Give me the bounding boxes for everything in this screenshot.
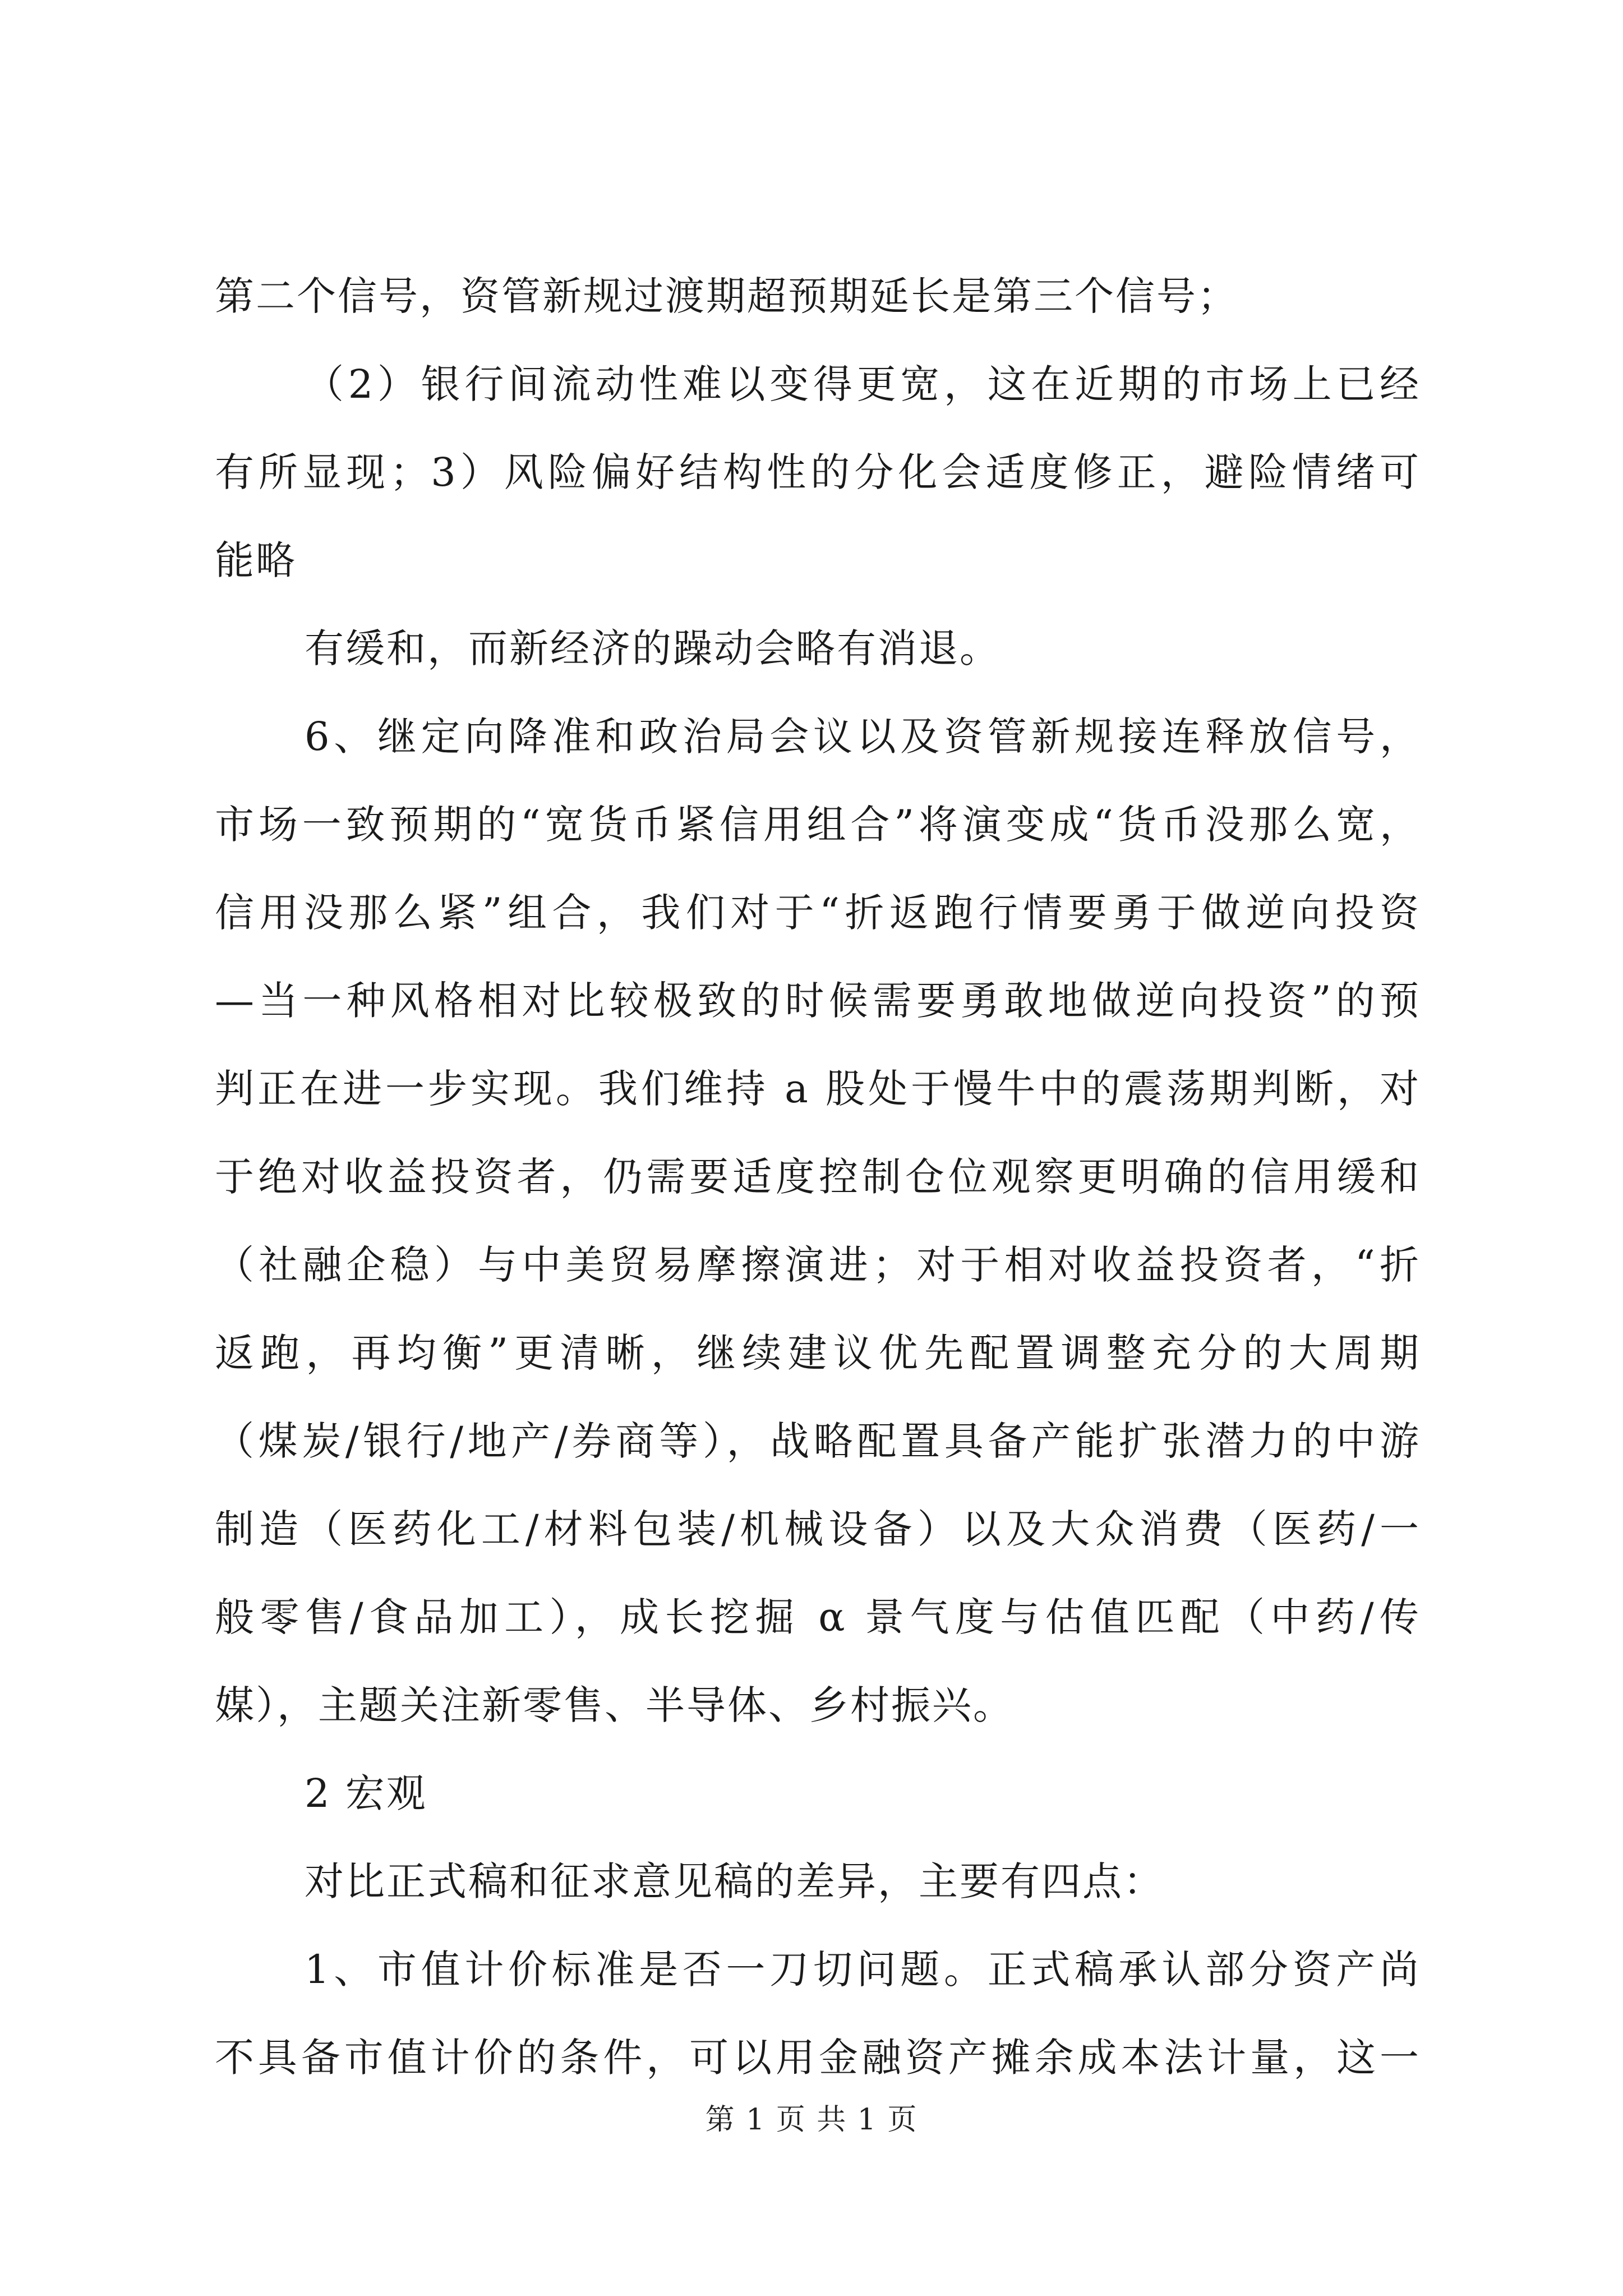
text-line: 返跑，再均衡”更清晰，继续建议优先配置调整充分的大周期	[215, 1330, 1421, 1376]
text-line: 制造（医药化工/材料包装/机械设备）以及大众消费（医药/一	[215, 1506, 1421, 1552]
text-line: （2）银行间流动性难以变得更宽，这在近期的市场上已经	[305, 361, 1421, 407]
text-line: 有缓和，而新经济的躁动会略有消退。	[305, 625, 1000, 671]
text-line: 于绝对收益投资者，仍需要适度控制仓位观察更明确的信用缓和	[215, 1154, 1421, 1200]
text-line: 般零售/食品加工），成长挖掘 α 景气度与估值匹配（中药/传	[215, 1594, 1421, 1640]
text-line: 媒），主题关注新零售、半导体、乡村振兴。	[215, 1682, 1014, 1728]
text-line: （煤炭/银行/地产/券商等），战略配置具备产能扩张潜力的中游	[215, 1418, 1421, 1464]
text-line: 判正在进一步实现。我们维持 a 股处于慢牛中的震荡期判断，对	[215, 1066, 1421, 1112]
text-line: 1、市值计价标准是否一刀切问题。正式稿承认部分资产尚	[305, 1947, 1421, 1993]
text-line: 市场一致预期的“宽货币紧信用组合”将演变成“货币没那么宽，	[215, 802, 1421, 848]
text-line: 第二个信号，资管新规过渡期超预期延长是第三个信号；	[215, 273, 1238, 319]
text-line: —当一种风格相对比较极致的时候需要勇敢地做逆向投资”的预	[215, 978, 1421, 1024]
text-line: （社融企稳）与中美贸易摩擦演进；对于相对收益投资者，“折	[215, 1242, 1421, 1288]
text-line: 6、继定向降准和政治局会议以及资管新规接连释放信号，	[305, 714, 1421, 760]
text-line: 有所显现；3）风险偏好结构性的分化会适度修正，避险情绪可	[215, 449, 1421, 495]
text-line: 能略	[215, 537, 297, 583]
text-line: 信用没那么紧”组合，我们对于“折返跑行情要勇于做逆向投资	[215, 890, 1421, 936]
text-line: 对比正式稿和征求意见稿的差异，主要有四点：	[305, 1858, 1164, 1904]
page-footer: 第 1 页 共 1 页	[705, 2103, 918, 2137]
text-line: 2 宏观	[305, 1770, 427, 1816]
text-line: 不具备市值计价的条件，可以用金融资产摊余成本法计量，这一	[215, 2035, 1421, 2081]
document-body	[215, 252, 1421, 2102]
